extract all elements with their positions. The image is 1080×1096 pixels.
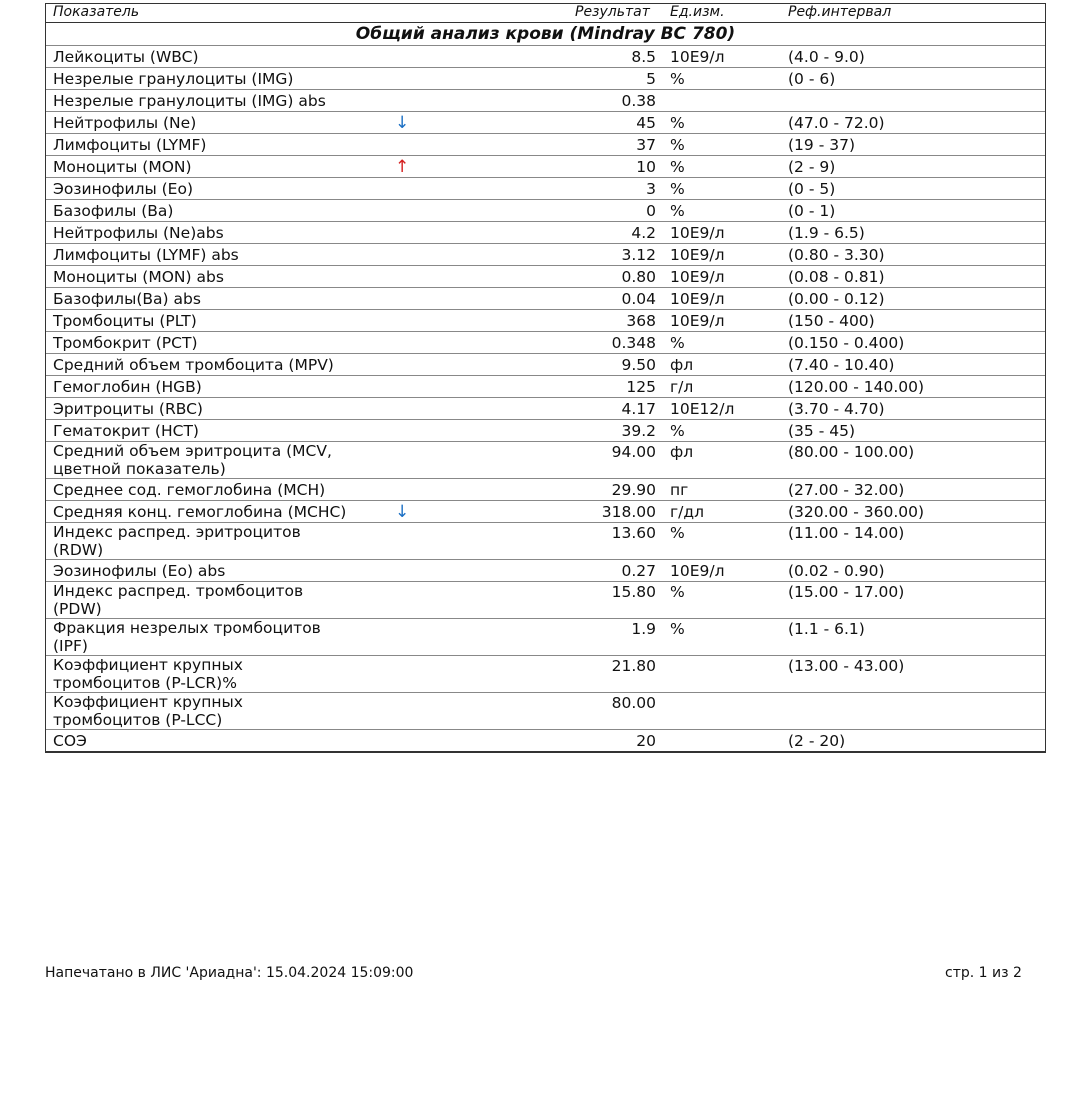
table-row bbox=[46, 200, 1045, 222]
reference-range: (120.00 - 140.00) bbox=[788, 378, 925, 396]
unit-value: г/дл bbox=[670, 503, 704, 521]
table-row bbox=[46, 244, 1045, 266]
result-value: 9.50 bbox=[621, 356, 656, 374]
unit-value: % bbox=[670, 334, 685, 352]
parameter-name: Средний объем тромбоцита (MPV) bbox=[53, 356, 334, 374]
unit-value: % bbox=[670, 136, 685, 154]
page-number: стр. 1 из 2 bbox=[945, 965, 1022, 981]
parameter-name: Коэффициент крупных тромбоцитов (P-LCR)% bbox=[53, 656, 243, 692]
unit-value: 10E9/л bbox=[670, 246, 725, 264]
result-value: 80.00 bbox=[611, 694, 656, 712]
reference-range: (7.40 - 10.40) bbox=[788, 356, 895, 374]
unit-value: % bbox=[670, 202, 685, 220]
parameter-name: Моноциты (MON) abs bbox=[53, 268, 224, 286]
parameter-name: Лимфоциты (LYMF) bbox=[53, 136, 207, 154]
result-value: 39.2 bbox=[621, 422, 656, 440]
parameter-name: Средний объем эритроцита (MCV, цветной показатель) bbox=[53, 442, 332, 478]
parameter-name: Незрелые гранулоциты (IMG) abs bbox=[53, 92, 326, 110]
parameter-name: СОЭ bbox=[53, 732, 87, 750]
lab-report-table bbox=[45, 3, 1046, 753]
parameter-name: Среднее сод. гемоглобина (MCH) bbox=[53, 481, 326, 499]
table-row bbox=[46, 398, 1045, 420]
reference-range: (80.00 - 100.00) bbox=[788, 443, 915, 461]
arrow-down-icon: ↓ bbox=[395, 502, 410, 522]
unit-value: 10E9/л bbox=[670, 290, 725, 308]
parameter-name: Индекс распред. эритроцитов (RDW) bbox=[53, 523, 301, 559]
unit-value: % bbox=[670, 70, 685, 88]
unit-value: % bbox=[670, 114, 685, 132]
table-row bbox=[46, 310, 1045, 332]
table-row bbox=[46, 112, 1045, 134]
result-value: 1.9 bbox=[631, 620, 656, 638]
reference-range: (27.00 - 32.00) bbox=[788, 481, 905, 499]
unit-value: % bbox=[670, 620, 685, 638]
printed-info: Напечатано в ЛИС 'Ариадна': 15.04.2024 15:09:00 bbox=[45, 965, 414, 981]
parameter-name: Коэффициент крупных тромбоцитов (P-LCC) bbox=[53, 693, 243, 729]
parameter-name: Лейкоциты (WBC) bbox=[53, 48, 199, 66]
result-value: 29.90 bbox=[611, 481, 656, 499]
parameter-name: Лимфоциты (LYMF) abs bbox=[53, 246, 239, 264]
header-parameter: Показатель bbox=[53, 4, 140, 20]
table-row bbox=[46, 68, 1045, 90]
parameter-name: Средняя конц. гемоглобина (MCHC) bbox=[53, 503, 347, 521]
reference-range: (0 - 6) bbox=[788, 70, 836, 88]
reference-range: (47.0 - 72.0) bbox=[788, 114, 885, 132]
parameter-name: Фракция незрелых тромбоцитов (IPF) bbox=[53, 619, 321, 655]
result-value: 10 bbox=[636, 158, 656, 176]
result-value: 0.27 bbox=[621, 562, 656, 580]
reference-range: (150 - 400) bbox=[788, 312, 875, 330]
table-row bbox=[46, 582, 1045, 619]
unit-value: г/л bbox=[670, 378, 694, 396]
parameter-name: Базофилы(Ba) abs bbox=[53, 290, 201, 308]
table-row bbox=[46, 266, 1045, 288]
table-row bbox=[46, 730, 1045, 751]
reference-range: (15.00 - 17.00) bbox=[788, 583, 905, 601]
unit-value: 10E9/л bbox=[670, 48, 725, 66]
header-unit: Ед.изм. bbox=[670, 4, 725, 20]
reference-range: (11.00 - 14.00) bbox=[788, 524, 905, 542]
result-value: 4.2 bbox=[631, 224, 656, 242]
table-row bbox=[46, 442, 1045, 479]
unit-value: фл bbox=[670, 356, 694, 374]
unit-value: 10E12/л bbox=[670, 400, 735, 418]
results-body bbox=[46, 46, 1045, 751]
reference-range: (19 - 37) bbox=[788, 136, 855, 154]
result-value: 5 bbox=[646, 70, 656, 88]
parameter-name: Нейтрофилы (Ne)abs bbox=[53, 224, 224, 242]
table-row bbox=[46, 560, 1045, 582]
header-reference: Реф.интервал bbox=[788, 4, 892, 20]
reference-range: (1.9 - 6.5) bbox=[788, 224, 865, 242]
table-row bbox=[46, 354, 1045, 376]
result-value: 318.00 bbox=[601, 503, 656, 521]
parameter-name: Нейтрофилы (Ne) bbox=[53, 114, 197, 132]
unit-value: % bbox=[670, 422, 685, 440]
arrow-up-icon: ↑ bbox=[395, 157, 410, 177]
table-row bbox=[46, 46, 1045, 68]
table-row bbox=[46, 332, 1045, 354]
parameter-name: Гемоглобин (HGB) bbox=[53, 378, 202, 396]
table-row bbox=[46, 479, 1045, 501]
parameter-name: Незрелые гранулоциты (IMG) bbox=[53, 70, 294, 88]
unit-value: пг bbox=[670, 481, 689, 499]
parameter-name: Моноциты (MON) bbox=[53, 158, 192, 176]
unit-value: фл bbox=[670, 443, 694, 461]
reference-range: (0 - 5) bbox=[788, 180, 836, 198]
reference-range: (0.08 - 0.81) bbox=[788, 268, 885, 286]
result-value: 0.38 bbox=[621, 92, 656, 110]
table-row bbox=[46, 376, 1045, 398]
result-value: 21.80 bbox=[611, 657, 656, 675]
unit-value: % bbox=[670, 524, 685, 542]
parameter-name: Базофилы (Ba) bbox=[53, 202, 174, 220]
header-result: Результат bbox=[575, 4, 650, 20]
table-row bbox=[46, 656, 1045, 693]
result-value: 0.348 bbox=[611, 334, 656, 352]
table-row bbox=[46, 693, 1045, 730]
result-value: 20 bbox=[636, 732, 656, 750]
result-value: 94.00 bbox=[611, 443, 656, 461]
reference-range: (0 - 1) bbox=[788, 202, 836, 220]
reference-range: (0.02 - 0.90) bbox=[788, 562, 885, 580]
unit-value: % bbox=[670, 583, 685, 601]
table-row bbox=[46, 523, 1045, 560]
unit-value: 10E9/л bbox=[670, 224, 725, 242]
result-value: 3 bbox=[646, 180, 656, 198]
arrow-down-icon: ↓ bbox=[395, 113, 410, 133]
result-value: 13.60 bbox=[611, 524, 656, 542]
reference-range: (13.00 - 43.00) bbox=[788, 657, 905, 675]
reference-range: (0.80 - 3.30) bbox=[788, 246, 885, 264]
unit-value: % bbox=[670, 180, 685, 198]
parameter-name: Тромбоциты (PLT) bbox=[53, 312, 197, 330]
result-value: 8.5 bbox=[631, 48, 656, 66]
reference-range: (0.150 - 0.400) bbox=[788, 334, 905, 352]
table-row bbox=[46, 134, 1045, 156]
result-value: 15.80 bbox=[611, 583, 656, 601]
result-value: 125 bbox=[626, 378, 656, 396]
table-row bbox=[46, 156, 1045, 178]
parameter-name: Гематокрит (HCT) bbox=[53, 422, 199, 440]
reference-range: (3.70 - 4.70) bbox=[788, 400, 885, 418]
reference-range: (2 - 20) bbox=[788, 732, 846, 750]
reference-range: (0.00 - 0.12) bbox=[788, 290, 885, 308]
table-row bbox=[46, 501, 1045, 523]
table-header bbox=[46, 4, 1045, 23]
unit-value: % bbox=[670, 158, 685, 176]
table-row bbox=[46, 619, 1045, 656]
unit-value: 10E9/л bbox=[670, 312, 725, 330]
result-value: 3.12 bbox=[621, 246, 656, 264]
unit-value: 10E9/л bbox=[670, 562, 725, 580]
parameter-name: Тромбокрит (PCT) bbox=[53, 334, 198, 352]
result-value: 37 bbox=[636, 136, 656, 154]
table-row bbox=[46, 178, 1045, 200]
result-value: 0.80 bbox=[621, 268, 656, 286]
result-value: 45 bbox=[636, 114, 656, 132]
reference-range: (35 - 45) bbox=[788, 422, 855, 440]
table-row bbox=[46, 420, 1045, 442]
reference-range: (2 - 9) bbox=[788, 158, 836, 176]
reference-range: (320.00 - 360.00) bbox=[788, 503, 925, 521]
parameter-name: Эозинофилы (Eo) abs bbox=[53, 562, 226, 580]
table-row bbox=[46, 288, 1045, 310]
report-title: Общий анализ крови (Mindray BC 780) bbox=[46, 23, 1045, 46]
unit-value: 10E9/л bbox=[670, 268, 725, 286]
parameter-name: Эозинофилы (Eo) bbox=[53, 180, 194, 198]
result-value: 4.17 bbox=[621, 400, 656, 418]
reference-range: (1.1 - 6.1) bbox=[788, 620, 865, 638]
parameter-name: Эритроциты (RBC) bbox=[53, 400, 203, 418]
reference-range: (4.0 - 9.0) bbox=[788, 48, 865, 66]
result-value: 0 bbox=[646, 202, 656, 220]
result-value: 368 bbox=[626, 312, 656, 330]
result-value: 0.04 bbox=[621, 290, 656, 308]
table-row bbox=[46, 222, 1045, 244]
parameter-name: Индекс распред. тромбоцитов (PDW) bbox=[53, 582, 304, 618]
table-row bbox=[46, 90, 1045, 112]
